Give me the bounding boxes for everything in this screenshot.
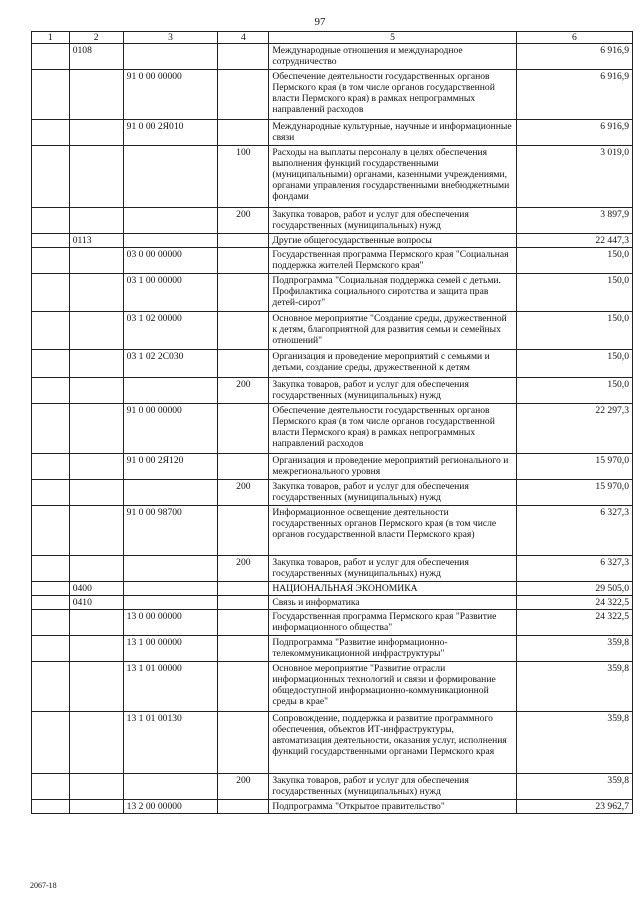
- row-section-code: [69, 312, 123, 350]
- row-expense-type: [218, 610, 269, 636]
- row-amount: 359,8: [516, 662, 632, 712]
- row-target-code: [123, 480, 218, 506]
- row-target-code: 13 1 00 00000: [123, 636, 218, 662]
- row-section-code: [69, 404, 123, 454]
- row-amount: 3 019,0: [516, 146, 632, 208]
- table-row: [32, 274, 633, 312]
- row-amount: 359,8: [516, 712, 632, 774]
- table-row: [32, 556, 633, 582]
- row-name: Подпрограмма "Социальная поддержка семей с детьми. Профилактика социального сиротства и защита прав детей-сирот": [269, 274, 517, 312]
- row-name: Расходы на выплаты персоналу в целях обеспечения выполнения функций государственными (муниципальными) органами, казенными учреждениями, органами управления государственными внебюджетными фондами: [269, 146, 517, 208]
- row-amount: 150,0: [516, 274, 632, 312]
- row-cell-empty: [32, 378, 70, 404]
- table-row: [32, 234, 633, 248]
- row-section-code: 0108: [69, 44, 123, 70]
- row-amount: 359,8: [516, 636, 632, 662]
- row-section-code: [69, 70, 123, 120]
- row-target-code: 91 0 00 2Я010: [123, 120, 218, 146]
- row-name: Информационное освещение деятельности государственных органов Пермского края (в том числе органов государственной власти Пермского края): [269, 506, 517, 556]
- row-expense-type: [218, 274, 269, 312]
- row-cell-empty: [32, 312, 70, 350]
- table-row: [32, 480, 633, 506]
- row-name: Закупка товаров, работ и услуг для обеспечения государственных (муниципальных) нужд: [269, 480, 517, 506]
- table-row: [32, 404, 633, 454]
- row-amount: 6 327,3: [516, 506, 632, 556]
- row-target-code: 03 0 00 00000: [123, 248, 218, 274]
- table-row: [32, 70, 633, 120]
- row-amount: 23 962,7: [516, 800, 632, 814]
- row-cell-empty: [32, 610, 70, 636]
- row-expense-type: [218, 662, 269, 712]
- row-amount: 150,0: [516, 378, 632, 404]
- header-col-1: 1: [32, 32, 70, 44]
- row-section-code: [69, 556, 123, 582]
- row-expense-type: [218, 596, 269, 610]
- row-section-code: [69, 274, 123, 312]
- row-target-code: 91 0 00 00000: [123, 404, 218, 454]
- row-cell-empty: [32, 120, 70, 146]
- row-name: Обеспечение деятельности государственных органов Пермского края (в том числе органов государственной власти Пермского края) в рамках непрограммных направлений расходов: [269, 70, 517, 120]
- row-name: Государственная программа Пермского края "Социальная поддержка жителей Пермского края": [269, 248, 517, 274]
- row-section-code: [69, 208, 123, 234]
- row-name: НАЦИОНАЛЬНАЯ ЭКОНОМИКА: [269, 582, 517, 596]
- row-cell-empty: [32, 480, 70, 506]
- table-row: [32, 312, 633, 350]
- row-section-code: [69, 506, 123, 556]
- row-target-code: [123, 774, 218, 800]
- row-target-code: 13 1 01 00130: [123, 712, 218, 774]
- row-cell-empty: [32, 350, 70, 378]
- row-amount: 6 916,9: [516, 120, 632, 146]
- row-expense-type: [218, 44, 269, 70]
- row-amount: 22 297,3: [516, 404, 632, 454]
- row-name: Государственная программа Пермского края "Развитие информационного общества": [269, 610, 517, 636]
- row-cell-empty: [32, 454, 70, 480]
- row-target-code: 13 1 01 00000: [123, 662, 218, 712]
- row-target-code: 91 0 00 2Я120: [123, 454, 218, 480]
- row-expense-type: [218, 120, 269, 146]
- row-section-code: [69, 610, 123, 636]
- row-section-code: [69, 774, 123, 800]
- row-expense-type: [218, 712, 269, 774]
- row-amount: 15 970,0: [516, 480, 632, 506]
- row-amount: 150,0: [516, 312, 632, 350]
- row-name: Подпрограмма "Развитие информационно-телекоммуникационной инфраструктуры": [269, 636, 517, 662]
- row-target-code: [123, 556, 218, 582]
- document-code: 2067-18: [30, 881, 57, 890]
- row-expense-type: 200: [218, 208, 269, 234]
- row-amount: 359,8: [516, 774, 632, 800]
- row-name: Сопровождение, поддержка и развитие программного обеспечения, объектов ИТ-инфраструктуры, автоматизация деятельности, оказания услуг, исполнения функций государственными органами Пермского края: [269, 712, 517, 774]
- row-target-code: 03 1 02 00000: [123, 312, 218, 350]
- row-section-code: [69, 800, 123, 814]
- row-expense-type: 200: [218, 556, 269, 582]
- row-name: Другие общегосударственные вопросы: [269, 234, 517, 248]
- table-row: [32, 662, 633, 712]
- row-cell-empty: [32, 774, 70, 800]
- row-target-code: [123, 44, 218, 70]
- row-section-code: [69, 350, 123, 378]
- table-row: [32, 378, 633, 404]
- header-col-6: 6: [516, 32, 632, 44]
- row-expense-type: 100: [218, 146, 269, 208]
- row-cell-empty: [32, 582, 70, 596]
- row-cell-empty: [32, 596, 70, 610]
- row-section-code: [69, 454, 123, 480]
- row-amount: 29 505,0: [516, 582, 632, 596]
- row-amount: 3 897,9: [516, 208, 632, 234]
- budget-table: [31, 31, 633, 814]
- row-name: Международные культурные, научные и информационные связи: [269, 120, 517, 146]
- row-section-code: [69, 712, 123, 774]
- row-cell-empty: [32, 44, 70, 70]
- table-row: [32, 610, 633, 636]
- header-col-4: 4: [218, 32, 269, 44]
- page-number: 97: [314, 16, 326, 28]
- row-target-code: [123, 596, 218, 610]
- row-cell-empty: [32, 70, 70, 120]
- row-section-code: [69, 636, 123, 662]
- table-row: [32, 582, 633, 596]
- row-expense-type: [218, 312, 269, 350]
- row-amount: 22 447,3: [516, 234, 632, 248]
- table-row: [32, 506, 633, 556]
- row-expense-type: [218, 404, 269, 454]
- row-section-code: [69, 248, 123, 274]
- row-name: Закупка товаров, работ и услуг для обеспечения государственных (муниципальных) нужд: [269, 774, 517, 800]
- header-col-3: 3: [123, 32, 218, 44]
- row-amount: 150,0: [516, 350, 632, 378]
- row-amount: 6 327,3: [516, 556, 632, 582]
- table-row: [32, 712, 633, 774]
- row-expense-type: [218, 800, 269, 814]
- row-target-code: 03 1 02 2С030: [123, 350, 218, 378]
- table-row: [32, 350, 633, 378]
- row-section-code: [69, 480, 123, 506]
- row-expense-type: [218, 582, 269, 596]
- row-name: Международные отношения и международное сотрудничество: [269, 44, 517, 70]
- row-name: Организация и проведение мероприятий регионального и межрегионального уровня: [269, 454, 517, 480]
- header-col-2: 2: [69, 32, 123, 44]
- table-row: [32, 800, 633, 814]
- row-expense-type: 200: [218, 378, 269, 404]
- row-section-code: [69, 378, 123, 404]
- row-cell-empty: [32, 506, 70, 556]
- table-row: [32, 596, 633, 610]
- row-target-code: 13 0 00 00000: [123, 610, 218, 636]
- table-row: [32, 120, 633, 146]
- row-target-code: 13 2 00 00000: [123, 800, 218, 814]
- row-section-code: 0410: [69, 596, 123, 610]
- row-cell-empty: [32, 274, 70, 312]
- row-cell-empty: [32, 636, 70, 662]
- row-cell-empty: [32, 234, 70, 248]
- row-cell-empty: [32, 404, 70, 454]
- row-target-code: [123, 582, 218, 596]
- table-row: [32, 146, 633, 208]
- table-row: [32, 636, 633, 662]
- row-amount: 24 322,5: [516, 596, 632, 610]
- row-cell-empty: [32, 800, 70, 814]
- row-section-code: [69, 662, 123, 712]
- row-target-code: [123, 378, 218, 404]
- row-target-code: 03 1 00 00000: [123, 274, 218, 312]
- row-name: Закупка товаров, работ и услуг для обеспечения государственных (муниципальных) нужд: [269, 378, 517, 404]
- row-target-code: 91 0 00 00000: [123, 70, 218, 120]
- row-target-code: [123, 208, 218, 234]
- table-row: [32, 454, 633, 480]
- row-amount: 15 970,0: [516, 454, 632, 480]
- row-name: Организация и проведение мероприятий с семьями и детьми, создание среды, дружественной к детям: [269, 350, 517, 378]
- row-name: Основное мероприятие "Развитие отрасли информационных технологий и связи и формирование общедоступной информационно-коммуникационной среды в крае": [269, 662, 517, 712]
- row-name: Основное мероприятие "Создание среды, дружественной к детям, благоприятной для развития семьи и семейных отношений": [269, 312, 517, 350]
- row-expense-type: 200: [218, 480, 269, 506]
- row-cell-empty: [32, 248, 70, 274]
- row-amount: 6 916,9: [516, 44, 632, 70]
- row-target-code: [123, 234, 218, 248]
- row-expense-type: [218, 350, 269, 378]
- row-expense-type: [218, 506, 269, 556]
- row-cell-empty: [32, 662, 70, 712]
- row-name: Подпрограмма "Открытое правительство": [269, 800, 517, 814]
- table-row: [32, 44, 633, 70]
- table-row: [32, 208, 633, 234]
- row-section-code: 0113: [69, 234, 123, 248]
- table-row: [32, 248, 633, 274]
- row-amount: 6 916,9: [516, 70, 632, 120]
- row-target-code: [123, 146, 218, 208]
- row-expense-type: [218, 70, 269, 120]
- row-section-code: [69, 146, 123, 208]
- row-expense-type: [218, 234, 269, 248]
- row-amount: 24 322,5: [516, 610, 632, 636]
- row-expense-type: [218, 636, 269, 662]
- row-expense-type: [218, 248, 269, 274]
- row-section-code: 0400: [69, 582, 123, 596]
- row-target-code: 91 0 00 98700: [123, 506, 218, 556]
- table-header-row: [32, 32, 633, 44]
- row-name: Обеспечение деятельности государственных органов Пермского края (в том числе органов государственной власти Пермского края) в рамках непрограммных направлений расходов: [269, 404, 517, 454]
- row-name: Связь и информатика: [269, 596, 517, 610]
- row-cell-empty: [32, 712, 70, 774]
- table-row: [32, 774, 633, 800]
- row-name: Закупка товаров, работ и услуг для обеспечения государственных (муниципальных) нужд: [269, 556, 517, 582]
- row-expense-type: 200: [218, 774, 269, 800]
- row-cell-empty: [32, 208, 70, 234]
- header-col-5: 5: [269, 32, 517, 44]
- row-amount: 150,0: [516, 248, 632, 274]
- row-section-code: [69, 120, 123, 146]
- row-name: Закупка товаров, работ и услуг для обеспечения государственных (муниципальных) нужд: [269, 208, 517, 234]
- row-cell-empty: [32, 556, 70, 582]
- row-cell-empty: [32, 146, 70, 208]
- row-expense-type: [218, 454, 269, 480]
